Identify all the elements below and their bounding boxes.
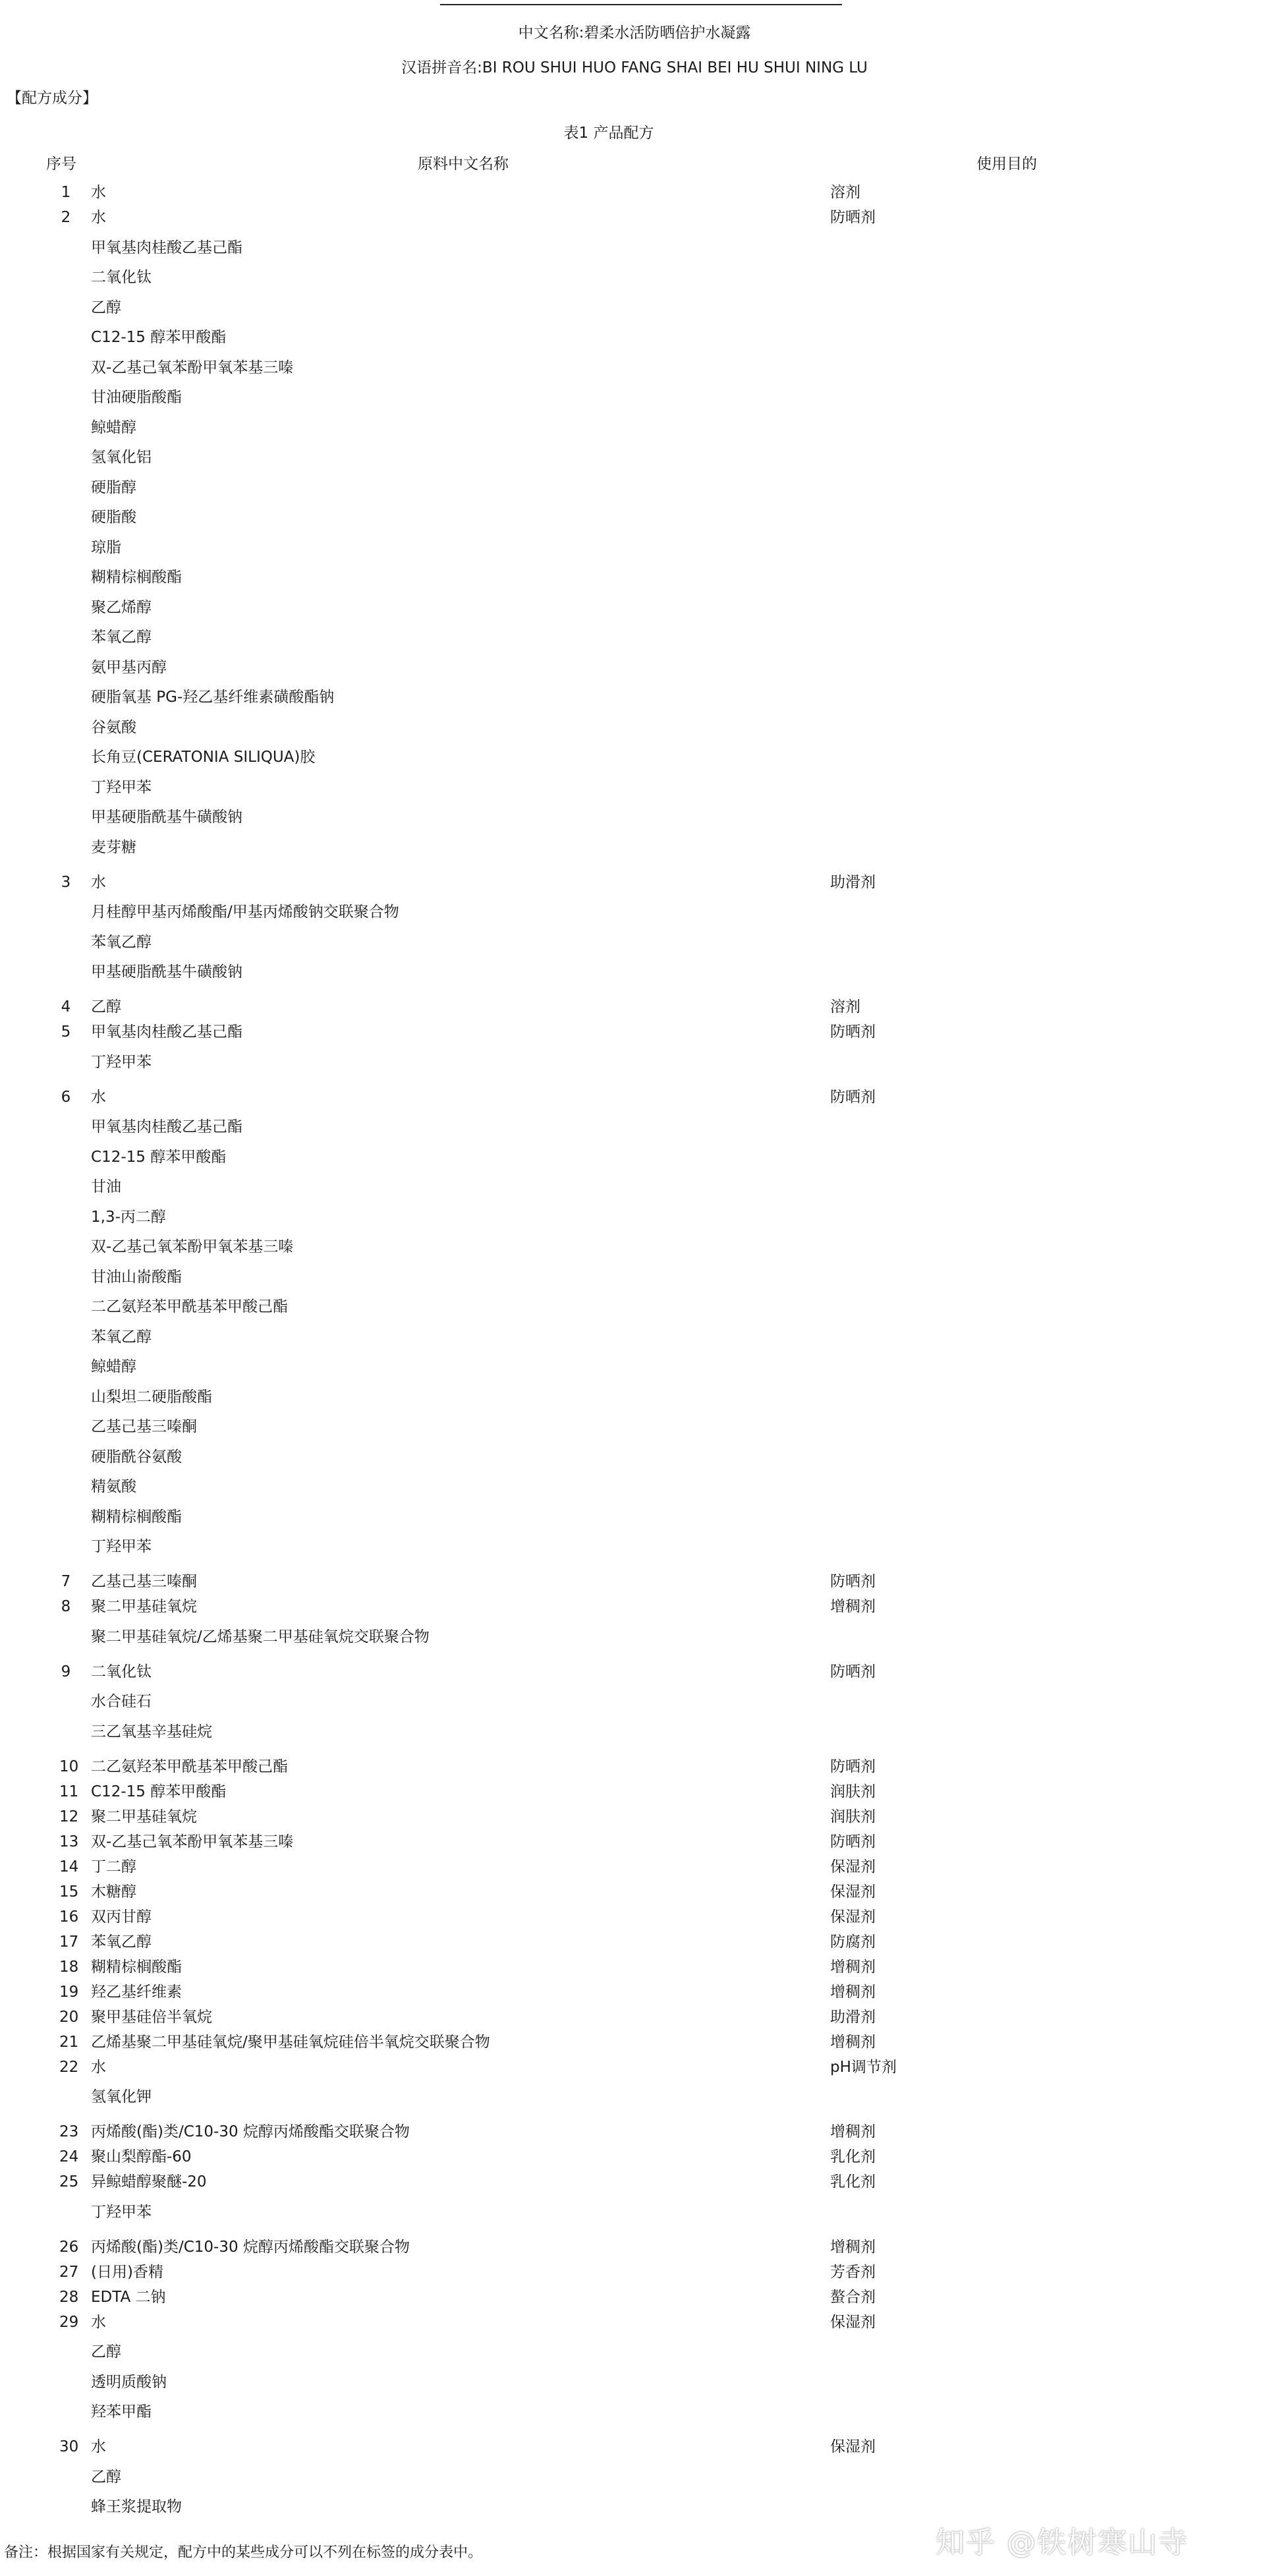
purpose-cell: 防晒剂 [830,1088,876,1106]
ingredient-name: 长角豆(CERATONIA SILIQUA)胶 [91,749,316,766]
purpose-cell: 润肤剂 [830,1783,876,1800]
ingredient-name: 水 [91,209,106,226]
purpose-cell: 增稠剂 [830,2238,876,2256]
ingredient-name: 聚乙烯醇 [91,598,152,616]
ingredient-name: 甲基硬脂酰基牛磺酸钠 [91,963,242,981]
ingredient-name: 甲氧基肉桂酸乙基己酯 [91,239,242,256]
ingredient-name: 谷氨酸 [91,718,136,736]
ingredient-name: 乙醇 [91,2343,121,2361]
ingredient-name: 鲸蜡醇 [91,1358,136,1375]
purpose-cell: 保湿剂 [830,1908,876,1926]
purpose-cell: 防腐剂 [830,1933,876,1951]
ingredient-name: 聚山梨醇酯-60 [91,2148,192,2165]
purpose-cell: 溶剂 [830,184,860,201]
ingredient-name: 聚二甲基硅氧烷 [91,1598,197,1615]
ingredient-name: 聚二甲基硅氧烷/乙烯基聚二甲基硅氧烷交联聚合物 [91,1628,430,1646]
ingredient-name: 透明质酸钠 [91,2373,167,2391]
ingredient-name: 乙醇 [91,2468,121,2486]
purpose-cell: 增稠剂 [830,1958,876,1976]
row-number: 8 [61,1598,71,1615]
ingredient-name: 甘油硬脂酸酯 [91,389,182,406]
ingredient-name: 双-乙基己氧苯酚甲氧苯基三嗪 [91,1833,294,1850]
purpose-cell: 螯合剂 [830,2288,876,2306]
ingredient-name: 糊精棕榈酸酯 [91,569,182,586]
row-number: 22 [59,2058,79,2076]
row-number: 25 [59,2173,79,2190]
header-purpose: 使用目的 [976,156,1037,173]
ingredient-name: 二乙氨羟苯甲酰基苯甲酸己酯 [91,1298,288,1315]
ingredient-name: 硬脂酸 [91,509,136,526]
row-number: 28 [59,2288,79,2306]
ingredient-name: 水 [91,873,106,891]
purpose-cell: 防晒剂 [830,1573,876,1590]
ingredient-name: 糊精棕榈酸酯 [91,1508,182,1526]
ingredient-name: 水合硅石 [91,1693,152,1710]
ingredient-name: 氢氧化铝 [91,449,152,466]
ingredient-name: C12-15 醇苯甲酸酯 [91,1148,227,1166]
header-no: 序号 [46,156,76,173]
ingredient-name: 麦芽糖 [91,838,136,856]
row-number: 7 [61,1573,71,1590]
ingredient-name: 羟乙基纤维素 [91,1983,182,2001]
ingredient-name: 苯氧乙醇 [91,629,152,646]
ingredient-name: 聚甲基硅倍半氧烷 [91,2008,212,2026]
ingredient-name: 丁羟甲苯 [91,1053,152,1071]
ingredient-name: 丁羟甲苯 [91,2203,152,2221]
row-number: 27 [59,2263,79,2281]
ingredient-name: 1,3-丙二醇 [91,1208,166,1226]
ingredient-name: 聚二甲基硅氧烷 [91,1808,197,1825]
purpose-cell: 助滑剂 [830,2008,876,2026]
ingredient-name: 甲氧基肉桂酸乙基己酯 [91,1118,242,1135]
purpose-cell: 溶剂 [830,998,860,1016]
purpose-cell: 防晒剂 [830,1023,876,1041]
purpose-cell: 保湿剂 [830,1858,876,1875]
ingredient-name: 丁羟甲苯 [91,1538,152,1555]
row-number: 17 [59,1933,79,1951]
ingredient-name: 月桂醇甲基丙烯酸酯/甲基丙烯酸钠交联聚合物 [91,903,399,921]
ingredient-name: 苯氧乙醇 [91,1933,152,1951]
purpose-cell: 增稠剂 [830,2123,876,2140]
ingredient-name: 水 [91,184,106,201]
row-number: 5 [61,1023,71,1041]
ingredient-name: 糊精棕榈酸酯 [91,1958,182,1976]
row-number: 1 [61,184,71,201]
ingredient-name: 甘油 [91,1178,121,1195]
row-number: 20 [59,2008,79,2026]
purpose-cell: 芳香剂 [830,2263,876,2281]
ingredient-name: C12-15 醇苯甲酸酯 [91,329,227,346]
ingredient-name: 乙醇 [91,299,121,316]
purpose-cell: 防晒剂 [830,1758,876,1775]
table-caption: 表1 产品配方 [563,125,654,142]
ingredient-name: 硬脂酰谷氨酸 [91,1448,182,1466]
purpose-cell: 润肤剂 [830,1808,876,1825]
ingredient-name: 三乙氧基辛基硅烷 [91,1723,212,1740]
purpose-cell: 乳化剂 [830,2173,876,2190]
ingredient-name: 硬脂氧基 PG-羟乙基纤维素磺酸酯钠 [91,689,335,706]
ingredient-name: 二氧化钛 [91,1663,152,1680]
row-number: 21 [59,2033,79,2051]
purpose-cell: 助滑剂 [830,873,876,891]
ingredient-name: 水 [91,1088,106,1106]
ingredient-name: 双丙甘醇 [91,1908,152,1926]
purpose-cell: 保湿剂 [830,2313,876,2331]
row-number: 30 [59,2438,79,2455]
ingredient-name: 羟苯甲酯 [91,2403,152,2420]
ingredient-name: 山梨坦二硬脂酸酯 [91,1388,212,1406]
row-number: 18 [59,1958,79,1976]
row-number: 19 [59,1983,79,2001]
purpose-cell: pH调节剂 [830,2058,897,2076]
ingredient-name: 二氧化钛 [91,269,152,286]
ingredient-name: 硬脂醇 [91,478,136,496]
section-label: 【配方成分】 [7,90,98,107]
ingredient-name: 氢氧化钾 [91,2088,152,2105]
ingredient-name: 异鲸蜡醇聚醚-20 [91,2173,207,2190]
row-number: 16 [59,1908,79,1926]
row-number: 10 [59,1758,79,1775]
ingredient-name: 乙基己基三嗪酮 [91,1418,197,1435]
ingredient-name: 乙醇 [91,998,121,1016]
ingredient-name: 双-乙基己氧苯酚甲氧苯基三嗪 [91,358,294,376]
product-pinyin-name: 汉语拼音名:BI ROU SHUI HUO FANG SHAI BEI HU SHUI NING LU [401,59,868,76]
row-number: 3 [61,873,71,891]
purpose-cell: 保湿剂 [830,2438,876,2455]
ingredient-name: 木糖醇 [91,1883,136,1901]
ingredient-name: 水 [91,2058,106,2076]
watermark: 知乎 @铁树寒山寺 [936,2526,1189,2560]
row-number: 26 [59,2238,79,2256]
purpose-cell: 防晒剂 [830,1833,876,1850]
row-number: 2 [61,209,71,226]
ingredient-name: 甲基硬脂酰基牛磺酸钠 [91,809,242,826]
ingredient-name: 双-乙基己氧苯酚甲氧苯基三嗪 [91,1238,294,1255]
ingredient-name: 鲸蜡醇 [91,418,136,436]
ingredient-name: 氨甲基丙醇 [91,658,167,676]
ingredient-name: 丁羟甲苯 [91,778,152,796]
purpose-cell: 保湿剂 [830,1883,876,1901]
purpose-cell: 防晒剂 [830,209,876,226]
row-number: 6 [61,1088,71,1106]
purpose-cell: 乳化剂 [830,2148,876,2165]
ingredient-name: 丁二醇 [91,1858,136,1875]
row-number: 15 [59,1883,79,1901]
row-number: 12 [59,1808,79,1825]
ingredient-name: 水 [91,2313,106,2331]
ingredient-name: 甘油山嵛酸酯 [91,1268,182,1286]
purpose-cell: 增稠剂 [830,2033,876,2051]
ingredient-name: 甲氧基肉桂酸乙基己酯 [91,1023,242,1041]
ingredient-name: 精氨酸 [91,1478,136,1495]
ingredient-name: 琼脂 [91,538,121,556]
row-number: 29 [59,2313,79,2331]
product-cn-name: 中文名称:碧柔水活防晒倍护水凝露 [518,24,751,42]
ingredient-name: 蜂王浆提取物 [91,2498,182,2515]
ingredient-name: (日用)香精 [91,2263,163,2281]
ingredient-name: 苯氧乙醇 [91,1328,152,1346]
purpose-cell: 增稠剂 [830,1983,876,2001]
footnote: 备注：根据国家有关规定，配方中的某些成分可以不列在标签的成分表中。 [4,2544,483,2561]
row-number: 14 [59,1858,79,1875]
row-number: 9 [61,1663,71,1680]
purpose-cell: 防晒剂 [830,1663,876,1680]
row-number: 11 [59,1783,79,1800]
row-number: 24 [59,2148,79,2165]
row-number: 23 [59,2123,79,2140]
header-name: 原料中文名称 [418,156,509,173]
ingredient-name: EDTA 二钠 [91,2288,166,2306]
ingredient-name: 二乙氨羟苯甲酰基苯甲酸己酯 [91,1758,288,1775]
ingredient-name: 乙烯基聚二甲基硅氧烷/聚甲基硅氧烷硅倍半氧烷交联聚合物 [91,2033,490,2051]
ingredient-name: 丙烯酸(酯)类/C10-30 烷醇丙烯酸酯交联聚合物 [91,2123,410,2140]
ingredient-name: C12-15 醇苯甲酸酯 [91,1783,227,1800]
row-number: 4 [61,998,71,1016]
ingredient-name: 丙烯酸(酯)类/C10-30 烷醇丙烯酸酯交联聚合物 [91,2238,410,2256]
ingredient-name: 水 [91,2438,106,2455]
ingredient-name: 苯氧乙醇 [91,933,152,951]
ingredient-name: 乙基己基三嗪酮 [91,1573,197,1590]
purpose-cell: 增稠剂 [830,1598,876,1615]
row-number: 13 [59,1833,79,1850]
